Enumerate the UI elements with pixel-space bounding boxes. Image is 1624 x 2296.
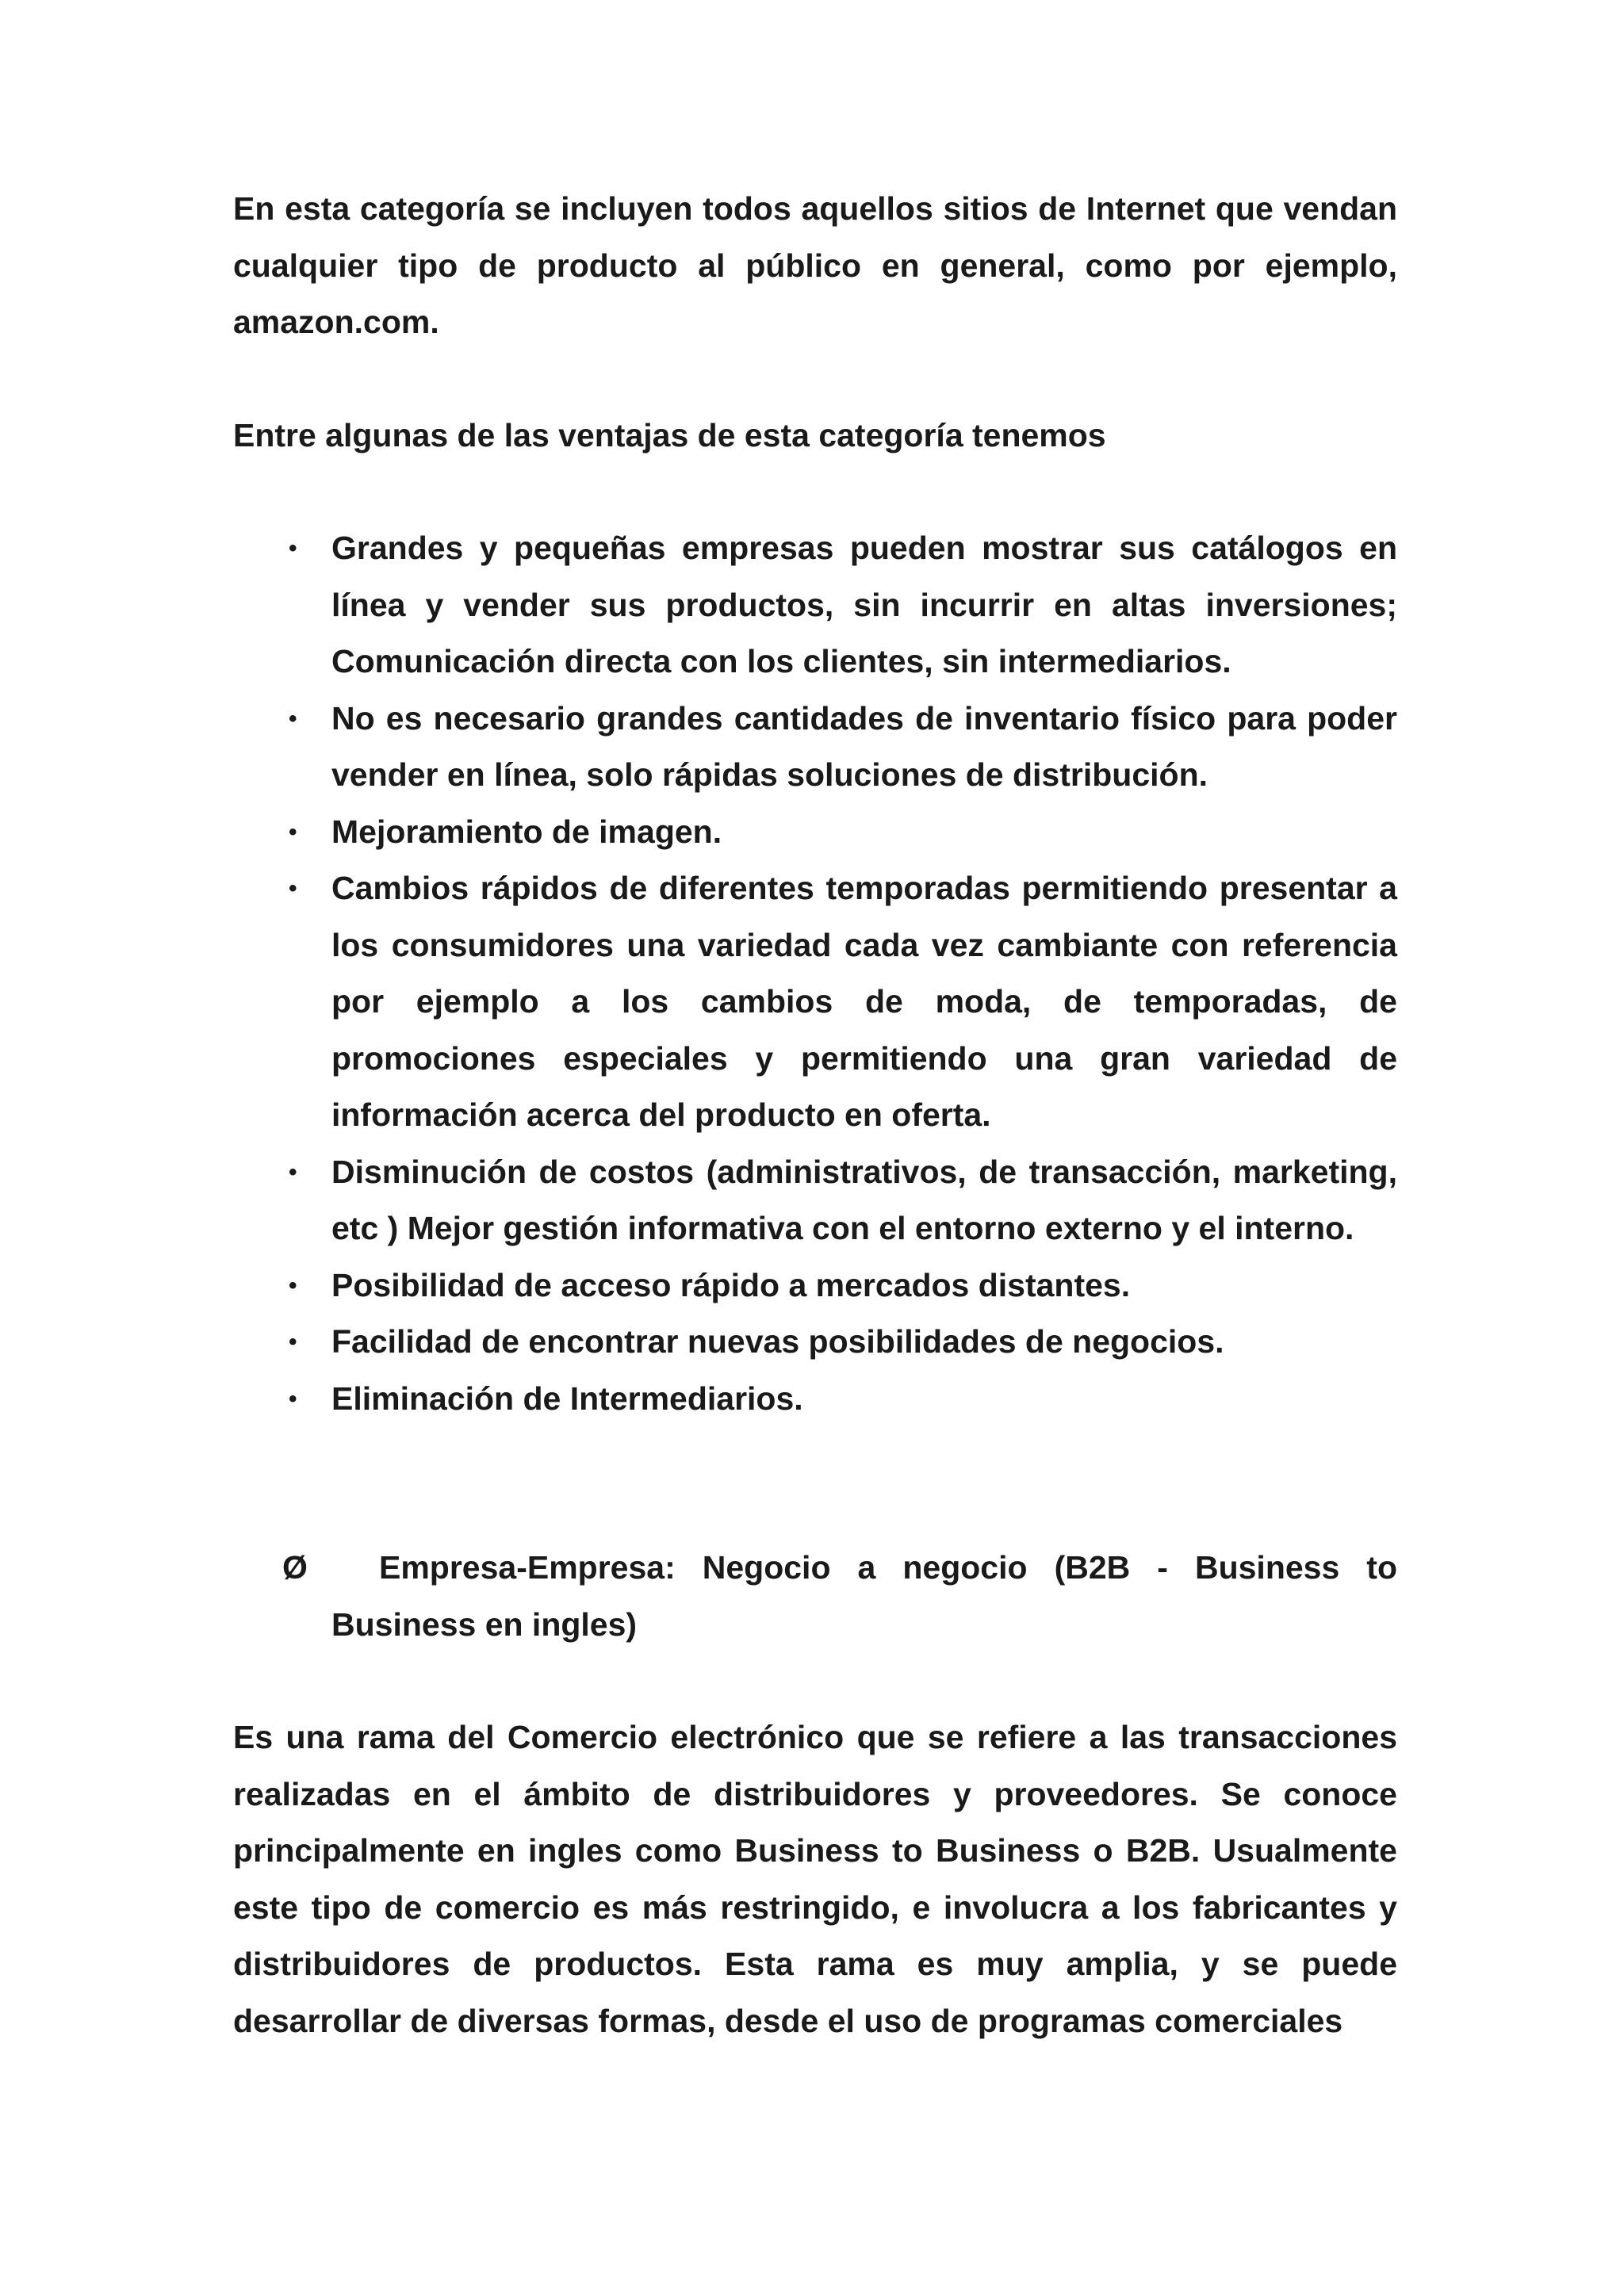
bullet-icon: • xyxy=(289,875,297,901)
list-item-text: Disminución de costos (administrativos, de transacción, marketing, etc ) Mejor gestión informativa con el entorno externo y el interno. xyxy=(331,1153,1397,1246)
bullet-icon: • xyxy=(289,1329,297,1355)
bullet-icon: • xyxy=(289,1158,297,1185)
list-item-text: Facilidad de encontrar nuevas posibilidades de negocios. xyxy=(331,1323,1224,1360)
list-item xyxy=(233,1314,1397,1371)
bullet-icon: • xyxy=(289,818,297,845)
advantages-lead: Entre algunas de las ventajas de esta categoría tenemos xyxy=(233,416,1106,453)
bullet-icon: • xyxy=(289,1272,297,1299)
list-item-text: Cambios rápidos de diferentes temporadas permitiendo presentar a los consumidores una variedad cada vez cambiante con referencia por ejemplo a los cambios de moda, de temporadas, de promociones especiales y permitiendo una gran variedad de información acerca del producto en oferta. xyxy=(331,870,1397,1133)
list-item xyxy=(233,1371,1397,1428)
intro-paragraph: En esta categoría se incluyen todos aquellos sitios de Internet que vendan cualquier tipo de producto al público en general, como por ejemplo, amazon.com. xyxy=(233,190,1397,340)
list-item-text: Posibilidad de acceso rápido a mercados distantes. xyxy=(331,1266,1131,1303)
bullet-icon: • xyxy=(289,1385,297,1412)
list-item xyxy=(233,691,1397,804)
list-item xyxy=(233,1257,1397,1314)
document-page xyxy=(233,181,1397,2049)
list-item-text: No es necesario grandes cantidades de inventario físico para poder vender en línea, solo rápidas soluciones de distribución. xyxy=(331,699,1397,793)
section-heading xyxy=(233,1540,1397,1653)
list-item xyxy=(233,860,1397,1144)
list-item xyxy=(233,1144,1397,1257)
body-paragraph: Es una rama del Comercio electrónico que se refiere a las transacciones realizadas en el ámbito de distribuidores y proveedores. Se conoce principalmente en ingles como Business to Business o B2B. Usualmente este tipo de comercio es más restringido, e involucra a los fabricantes y distribuidores de productos. Esta rama es muy amplia, y se puede desarrollar de diversas formas, desde el uso de programas comerciales xyxy=(233,1719,1397,2039)
list-item xyxy=(233,804,1397,861)
section-marker-icon: Ø xyxy=(282,1549,308,1586)
list-item xyxy=(233,520,1397,691)
list-item-text: Eliminación de Intermediarios. xyxy=(331,1380,803,1417)
bullet-icon: • xyxy=(289,705,297,732)
advantages-list xyxy=(233,520,1397,1427)
list-item-text: Grandes y pequeñas empresas pueden mostrar sus catálogos en línea y vender sus productos, sin incurrir en altas inversiones; Comunicación directa con los clientes, sin intermediarios. xyxy=(331,530,1397,679)
list-item-text: Mejoramiento de imagen. xyxy=(331,813,722,850)
bullet-icon: • xyxy=(289,535,297,561)
section-title: Empresa-Empresa: Negocio a negocio (B2B - Business to Business en ingles) xyxy=(331,1549,1397,1643)
